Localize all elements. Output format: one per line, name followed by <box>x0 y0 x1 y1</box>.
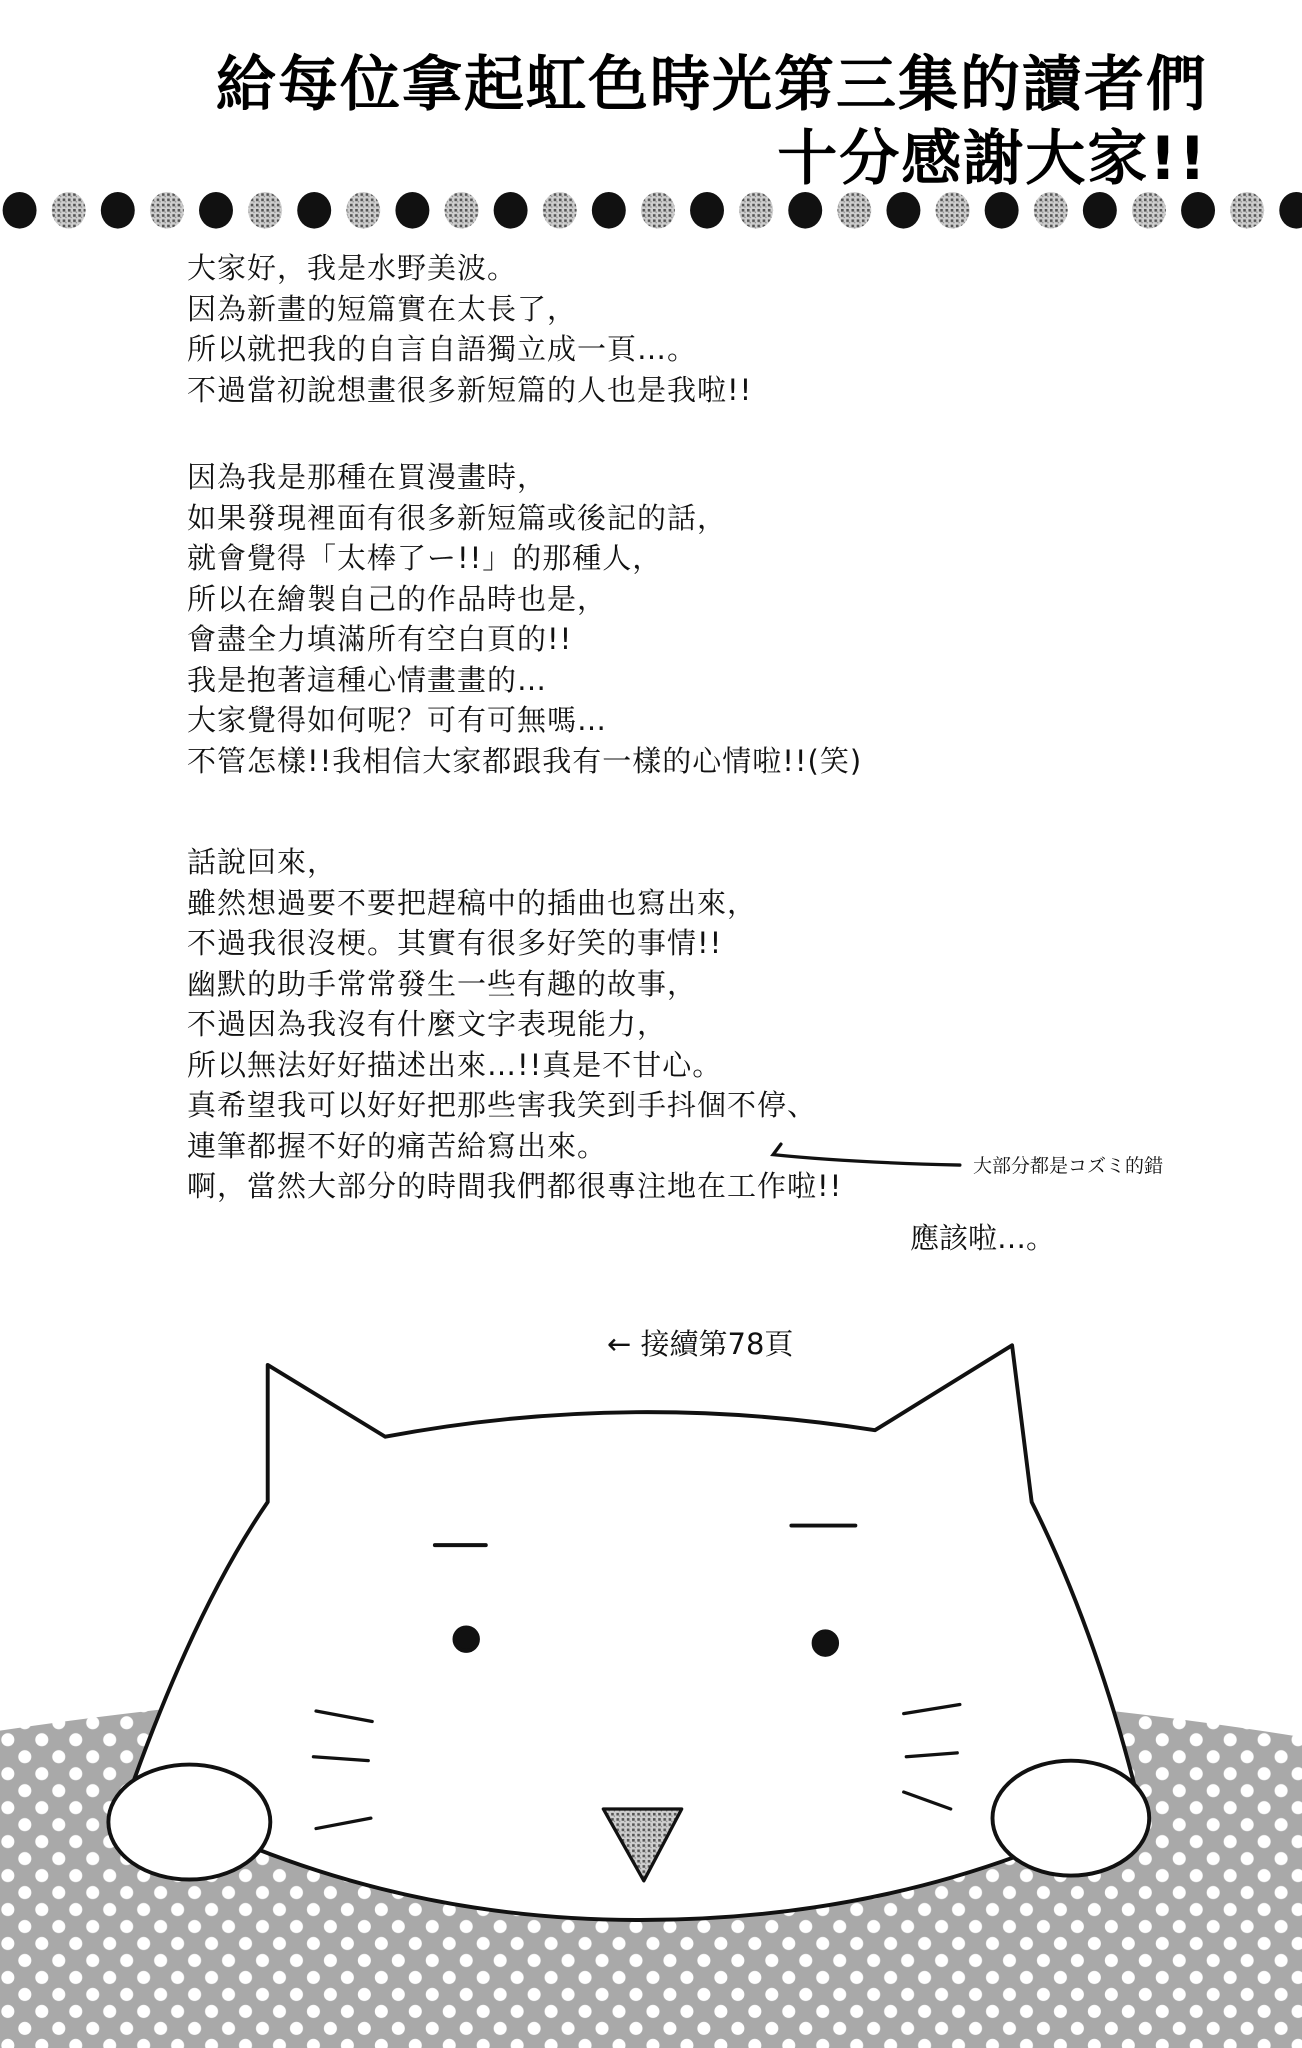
textured-dot <box>248 192 282 229</box>
continue-page-label: ← 接續第78頁 <box>607 1327 794 1361</box>
cat-left-paw <box>108 1765 270 1880</box>
textured-dot <box>936 192 970 229</box>
black-dot <box>592 192 626 229</box>
black-dot <box>3 192 37 229</box>
text-line: 大家好，我是水野美波。 <box>187 251 518 285</box>
black-dot <box>886 192 920 229</box>
textured-dot <box>739 192 773 229</box>
textured-dot <box>1230 192 1264 229</box>
cat-left-eye <box>454 1627 478 1651</box>
black-dot <box>101 192 135 229</box>
textured-dot <box>445 192 479 229</box>
textured-dot <box>1034 192 1068 229</box>
text-line: 不管怎樣!!我相信大家都跟我有一樣的心情啦!!(笑) <box>187 743 863 778</box>
text-line: 所以就把我的自言自語獨立成一頁…。 <box>187 332 698 366</box>
black-dot <box>494 192 528 229</box>
black-dot <box>690 192 724 229</box>
textured-dot <box>641 192 675 229</box>
paragraph-1 <box>187 248 752 410</box>
black-dot <box>1181 192 1215 229</box>
textured-dot <box>52 192 86 229</box>
text-line: 就會覺得「太棒了ー!!」的那種人， <box>187 541 663 575</box>
black-dot <box>1279 192 1302 229</box>
textured-dot <box>837 192 871 229</box>
text-line: 不過我很沒梗。其實有很多好笑的事情!! <box>187 926 723 960</box>
page-title-line2: 十分感謝大家!! <box>777 124 1208 194</box>
cat-right-eye <box>814 1631 838 1655</box>
text-line: 我是抱著這種心情畫畫的… <box>187 662 548 697</box>
closing-text: 應該啦…。 <box>910 1221 1056 1255</box>
black-dot <box>297 192 331 229</box>
text-line: 所以在繪製自己的作品時也是， <box>187 581 608 616</box>
page-title-line1: 給每位拿起虹色時光第三集的讀者們 <box>216 50 1208 120</box>
text-line: 幽默的助手常常發生一些有趣的故事， <box>187 966 698 1001</box>
cat-right-paw <box>992 1761 1149 1876</box>
textured-dot <box>543 192 577 229</box>
text-line: 所以無法好好描述出來…!!真是不甘心。 <box>187 1047 723 1082</box>
cat-illustration <box>108 1345 1149 1920</box>
text-line: 真希望我可以好好把那些害我笑到手抖個不停、 <box>187 1088 818 1122</box>
text-line: 大家覺得如何呢？可有可無嗎… <box>187 703 608 737</box>
text-line: 不過因為我沒有什麼文字表現能力， <box>187 1007 668 1041</box>
black-dot <box>985 192 1019 229</box>
textured-dot <box>346 192 380 229</box>
text-line: 不過當初說想畫很多新短篇的人也是我啦!! <box>187 372 753 407</box>
text-line: 如果發現裡面有很多新短篇或後記的話， <box>187 500 728 535</box>
decorative-dot-row <box>3 192 1302 229</box>
black-dot <box>395 192 429 229</box>
text-line: 連筆都握不好的痛苦給寫出來。 <box>187 1128 608 1163</box>
text-line: 啊，當然大部分的時間我們都很專注地在工作啦!! <box>187 1169 843 1203</box>
text-line: 因為新畫的短篇實在太長了， <box>187 291 578 326</box>
text-line: 雖然想過要不要把趕稿中的插曲也寫出來， <box>187 885 758 920</box>
text-line: 話說回來， <box>187 845 338 879</box>
text-line: 會盡全力填滿所有空白頁的!! <box>187 622 573 656</box>
text-line: 因為我是那種在買漫畫時， <box>187 460 548 494</box>
black-dot <box>788 192 822 229</box>
black-dot <box>1083 192 1117 229</box>
textured-dot <box>1132 192 1166 229</box>
aside-note: 大部分都是コズミ的錯 <box>973 1155 1164 1177</box>
paragraph-2 <box>187 457 862 781</box>
paragraph-3 <box>187 842 842 1207</box>
textured-dot <box>150 192 184 229</box>
black-dot <box>199 192 233 229</box>
